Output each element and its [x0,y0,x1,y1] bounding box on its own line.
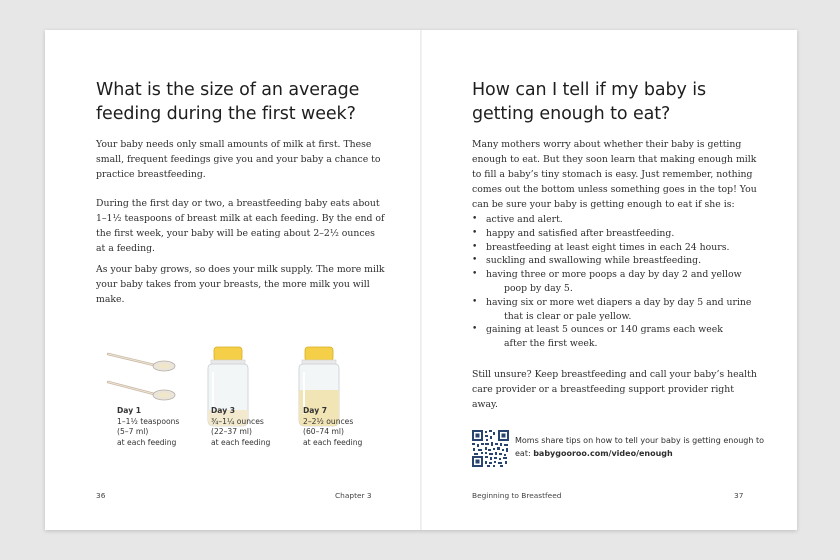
qr-code-icon[interactable] [472,430,509,467]
caption-ml: (22–37 ml) [211,427,252,436]
video-link[interactable]: babygooroo.com/video/enough [533,448,673,458]
list-item-text: gaining at least 5 ounces or 140 grams each week [486,324,723,336]
caption-ml: (5–7 ml) [117,427,149,436]
caption-day-label: Day 3 [211,406,236,415]
left-page [45,30,421,530]
list-item-text: having six or more wet diapers a day by day 5 and urine [486,296,752,308]
list-item-text: breastfeeding at least eight times in each 24 hours. [486,241,730,253]
left-paragraph-2: During the first day or two, a breastfeeding baby eats about 1–1½ teaspoons of breast milk at each feeding. By the end of the first week, your baby will be eating about 2–2½ ounces at a feeding. [96,198,385,254]
caption-note: at each feeding [211,437,271,447]
list-item-text-continued: after the first week. [504,338,598,350]
teaspoon-icon [108,382,175,400]
caption-day-label: Day 1 [117,406,142,415]
list-item-text: happy and satisfied after breastfeeding. [486,227,675,239]
right-page-heading: How can I tell if my baby is getting enough to eat? [472,80,706,124]
qr-caption [515,435,765,460]
list-item-text: active and alert. [486,214,563,225]
caption-ml: (60–74 ml) [303,427,344,436]
list-item [472,268,772,296]
caption-day-7 [303,406,393,448]
list-item [472,241,772,255]
list-item [472,254,772,268]
list-item-text-continued: poop by day 5. [504,282,573,294]
right-closing-paragraph: Still unsure? Keep breastfeeding and call your baby’s health care provider or a breastfeeding support provider right away. [472,369,757,410]
book-spread [45,30,797,530]
signs-list [472,213,772,351]
list-item [472,296,772,324]
left-paragraph-3: As your baby grows, so does your milk supply. The more milk your baby takes from your breasts, the more milk you will make. [96,264,385,305]
caption-day-1 [117,406,207,448]
right-page-number: 37 [734,491,744,500]
caption-amount: ¾–1¼ ounces [211,416,264,426]
list-item-text-continued: that is clear or pale yellow. [504,310,632,322]
left-page-heading: What is the size of an average feeding during the first week? [96,80,360,124]
list-item-text: suckling and swallowing while breastfeeding. [486,255,702,267]
teaspoon-icon [108,354,175,371]
running-title: Beginning to Breastfeed [472,491,562,500]
chapter-label: Chapter 3 [335,491,372,500]
caption-day-3 [211,406,301,448]
list-item-text: having three or more poops a day by day 2 and yellow [486,269,742,281]
left-page-number: 36 [96,491,106,500]
caption-note: at each feeding [303,437,363,447]
qr-caption-text: Moms share tips on how to tell your baby is getting enough to eat: [515,436,765,458]
caption-amount: 2–2½ ounces [303,416,354,426]
caption-note: at each feeding [117,437,177,447]
list-item [472,323,772,351]
list-item [472,213,772,227]
right-page [421,30,797,530]
caption-amount: 1–1½ teaspoons [117,416,180,426]
caption-day-label: Day 7 [303,406,328,415]
right-intro-paragraph: Many mothers worry about whether their baby is getting enough to eat. But they soon learn that making enough milk to fill a baby’s tiny stomach is easy. Just remember, nothing comes out the bottom unless something goes in the top! You can be sure your baby is getting enough to eat if she is: [472,139,757,210]
list-item [472,227,772,241]
left-paragraph-1: Your baby needs only small amounts of milk at first. These small, frequent feedings give you and your baby a chance to practice breastfeeding. [96,139,381,180]
